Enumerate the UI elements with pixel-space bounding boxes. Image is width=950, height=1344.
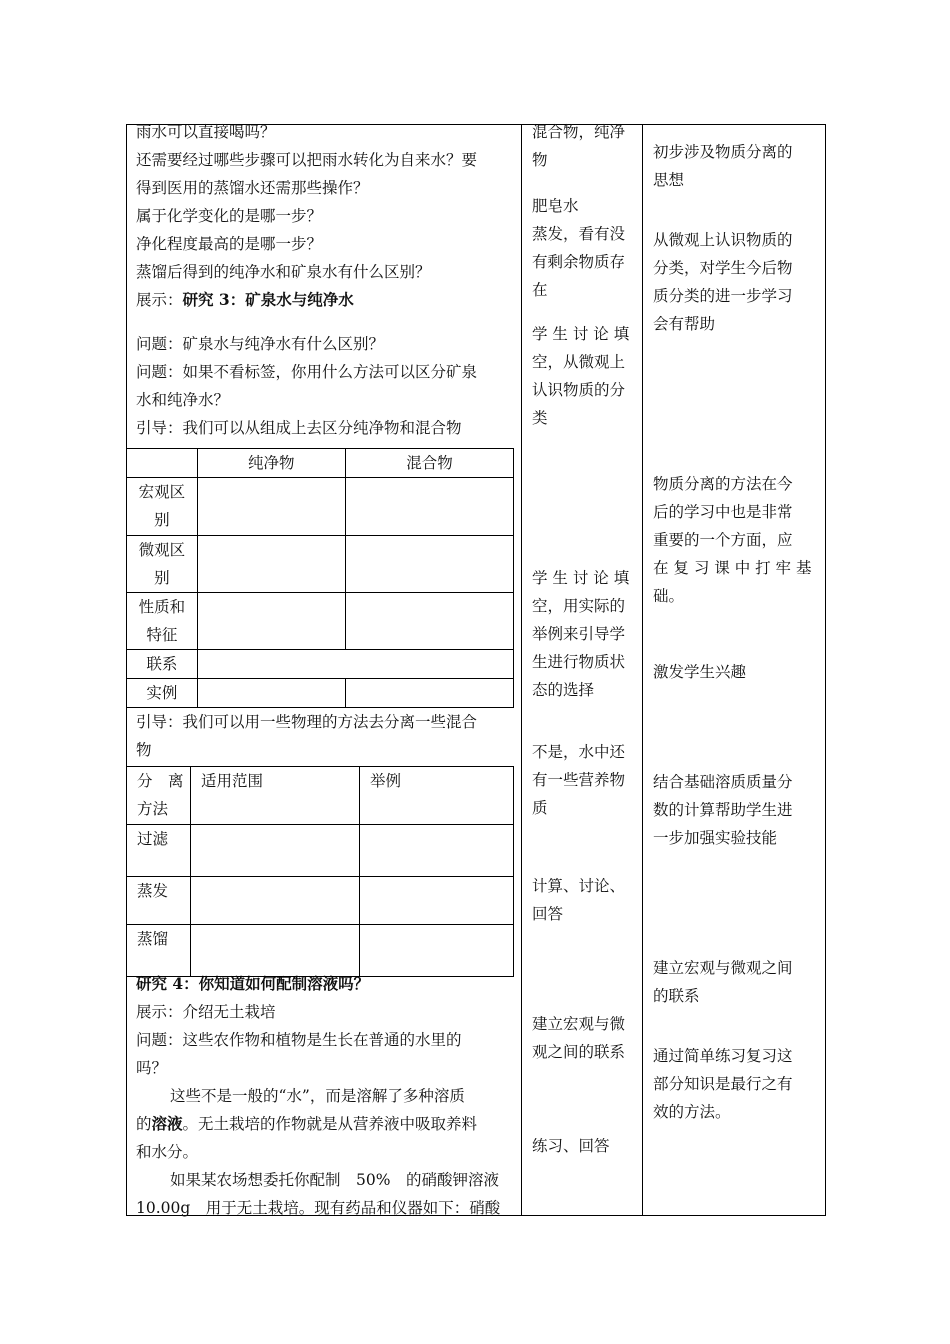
- table-cell: [360, 925, 514, 977]
- table-cell: [191, 925, 360, 977]
- table-cell: [345, 679, 513, 708]
- text-line: 物: [532, 151, 548, 169]
- section-heading-research-4: 研究 4：你知道如何配制溶液吗？: [136, 974, 370, 993]
- separation-methods-table: [126, 766, 514, 977]
- text-line: 10.00g 用于无土栽培。现有药品和仪器如下：硝酸: [136, 1199, 501, 1217]
- table-cell: [191, 877, 360, 925]
- text-line: 净化程度最高的是哪一步？: [136, 235, 323, 253]
- text-line: 吗？: [136, 1059, 168, 1077]
- text-line: 不是，水中还: [532, 743, 626, 761]
- text-line: 重要的一个方面，应: [653, 531, 793, 549]
- row-label-relation: 联系: [127, 650, 198, 679]
- column-divider-1: [521, 124, 522, 1216]
- text-line: 效的方法。: [653, 1103, 731, 1121]
- text-line: 肥皂水: [532, 197, 579, 215]
- text-line: 激发学生兴趣: [653, 663, 747, 681]
- text-line: 生进行物质状: [532, 653, 626, 671]
- text-line: 分类，对学生今后物: [653, 259, 793, 277]
- row-label-distillation: 蒸馏: [127, 925, 191, 977]
- text-line: 物: [136, 741, 152, 759]
- text-line: 有剩余物质存: [532, 253, 626, 271]
- text-line: 通过简单练习复习这: [653, 1047, 793, 1065]
- row-label-example: 实例: [127, 679, 198, 708]
- table-header-cell: 纯净物: [197, 449, 345, 478]
- table-cell: [197, 536, 345, 593]
- text-line: 态的选择: [532, 681, 595, 699]
- column-divider-2: [642, 124, 643, 1216]
- text-line: 蒸馏后得到的纯净水和矿泉水有什么区别？: [136, 263, 431, 281]
- text-line: 问题：如果不看标签，你用什么方法可以区分矿泉: [136, 363, 478, 381]
- table-cell: [127, 449, 198, 478]
- text-line: 类: [532, 409, 548, 427]
- table-cell: [197, 478, 345, 536]
- text-line: 思想: [653, 171, 685, 189]
- table-cell: [360, 825, 514, 877]
- table-cell: [345, 593, 513, 650]
- text-line: 学 生 讨 论 填: [532, 569, 630, 587]
- row-label-filtration: 过滤: [127, 825, 191, 877]
- text-line: 在 复 习 课 中 打 牢 基: [653, 559, 812, 577]
- text-line: 建立宏观与微观之间: [653, 959, 793, 977]
- text-line: 会有帮助: [653, 315, 716, 333]
- text-line: 如果某农场想委托你配制 50% 的硝酸钾溶液: [170, 1171, 499, 1189]
- section-heading-research-3: 展示：研究 3：矿泉水与纯净水: [136, 290, 354, 309]
- text-line: 展示：介绍无土栽培: [136, 1003, 276, 1021]
- text-line: 观之间的联系: [532, 1043, 626, 1061]
- text-line: 质: [532, 799, 548, 817]
- text-line: 础。: [653, 587, 685, 605]
- table-header-cell: 混合物: [345, 449, 513, 478]
- table-cell: [197, 650, 513, 679]
- table-cell: [197, 593, 345, 650]
- text-line: 这些不是一般的“水”，而是溶解了多种溶质: [170, 1087, 465, 1105]
- text-line: 引导：我们可以用一些物理的方法去分离一些混合: [136, 713, 478, 731]
- text-line: 计算、讨论、: [532, 877, 626, 895]
- table-header-cell: 适用范围: [191, 767, 360, 825]
- text-line: 和水分。: [136, 1143, 199, 1161]
- text-line: 回答: [532, 905, 564, 923]
- row-label-properties: 性质和 特征: [127, 593, 198, 650]
- text-line: 得到医用的蒸馏水还需那些操作？: [136, 179, 369, 197]
- text-line: 举例来引导学: [532, 625, 626, 643]
- text-line: 物质分离的方法在今: [653, 475, 793, 493]
- text-line: 属于化学变化的是哪一步？: [136, 207, 323, 225]
- text-line: 空，用实际的: [532, 597, 626, 615]
- text-line: 后的学习中也是非常: [653, 503, 793, 521]
- row-label-evaporation: 蒸发: [127, 877, 191, 925]
- table-header-cell: 分 离 方法: [127, 767, 191, 825]
- text-line: 问题：矿泉水与纯净水有什么区别？: [136, 335, 385, 353]
- text-line: 蒸发，看有没: [532, 225, 626, 243]
- table-header-cell: 举例: [360, 767, 514, 825]
- row-label-macro: 宏观区 别: [127, 478, 198, 536]
- text-line: 在: [532, 281, 548, 299]
- text-line: 还需要经过哪些步骤可以把雨水转化为自来水？要: [136, 151, 478, 169]
- text-line: 认识物质的分: [532, 381, 626, 399]
- text-line: 一步加强实验技能: [653, 829, 778, 847]
- table-cell: [345, 536, 513, 593]
- text-line: 初步涉及物质分离的: [653, 143, 793, 161]
- table-cell: [360, 877, 514, 925]
- text-line: 引导：我们可以从组成上去区分纯净物和混合物: [136, 419, 462, 437]
- text-line: 从微观上认识物质的: [653, 231, 793, 249]
- table-cell: [191, 825, 360, 877]
- text-line: 问题：这些农作物和植物是生长在普通的水里的: [136, 1031, 462, 1049]
- text-line: 学 生 讨 论 填: [532, 325, 630, 343]
- text-line: 结合基础溶质质量分: [653, 773, 793, 791]
- table-cell: [345, 478, 513, 536]
- row-label-micro: 微观区 别: [127, 536, 198, 593]
- table-cell: [197, 679, 345, 708]
- text-line: 部分知识是最行之有: [653, 1075, 793, 1093]
- text-line: 练习、回答: [532, 1137, 610, 1155]
- text-line: 有一些营养物: [532, 771, 626, 789]
- text-line: 的联系: [653, 987, 700, 1005]
- text-line: 数的计算帮助学生进: [653, 801, 793, 819]
- pure-vs-mixture-table: [126, 448, 514, 708]
- text-line: 水和纯净水？: [136, 391, 230, 409]
- text-line: 混合物，纯净: [532, 123, 626, 141]
- text-line: 空，从微观上: [532, 353, 626, 371]
- text-line: 的溶液。无土栽培的作物就是从营养液中吸取养料: [136, 1114, 478, 1133]
- text-line: 雨水可以直接喝吗？: [136, 123, 276, 141]
- text-line: 质分类的进一步学习: [653, 287, 793, 305]
- text-line: 建立宏观与微: [532, 1015, 626, 1033]
